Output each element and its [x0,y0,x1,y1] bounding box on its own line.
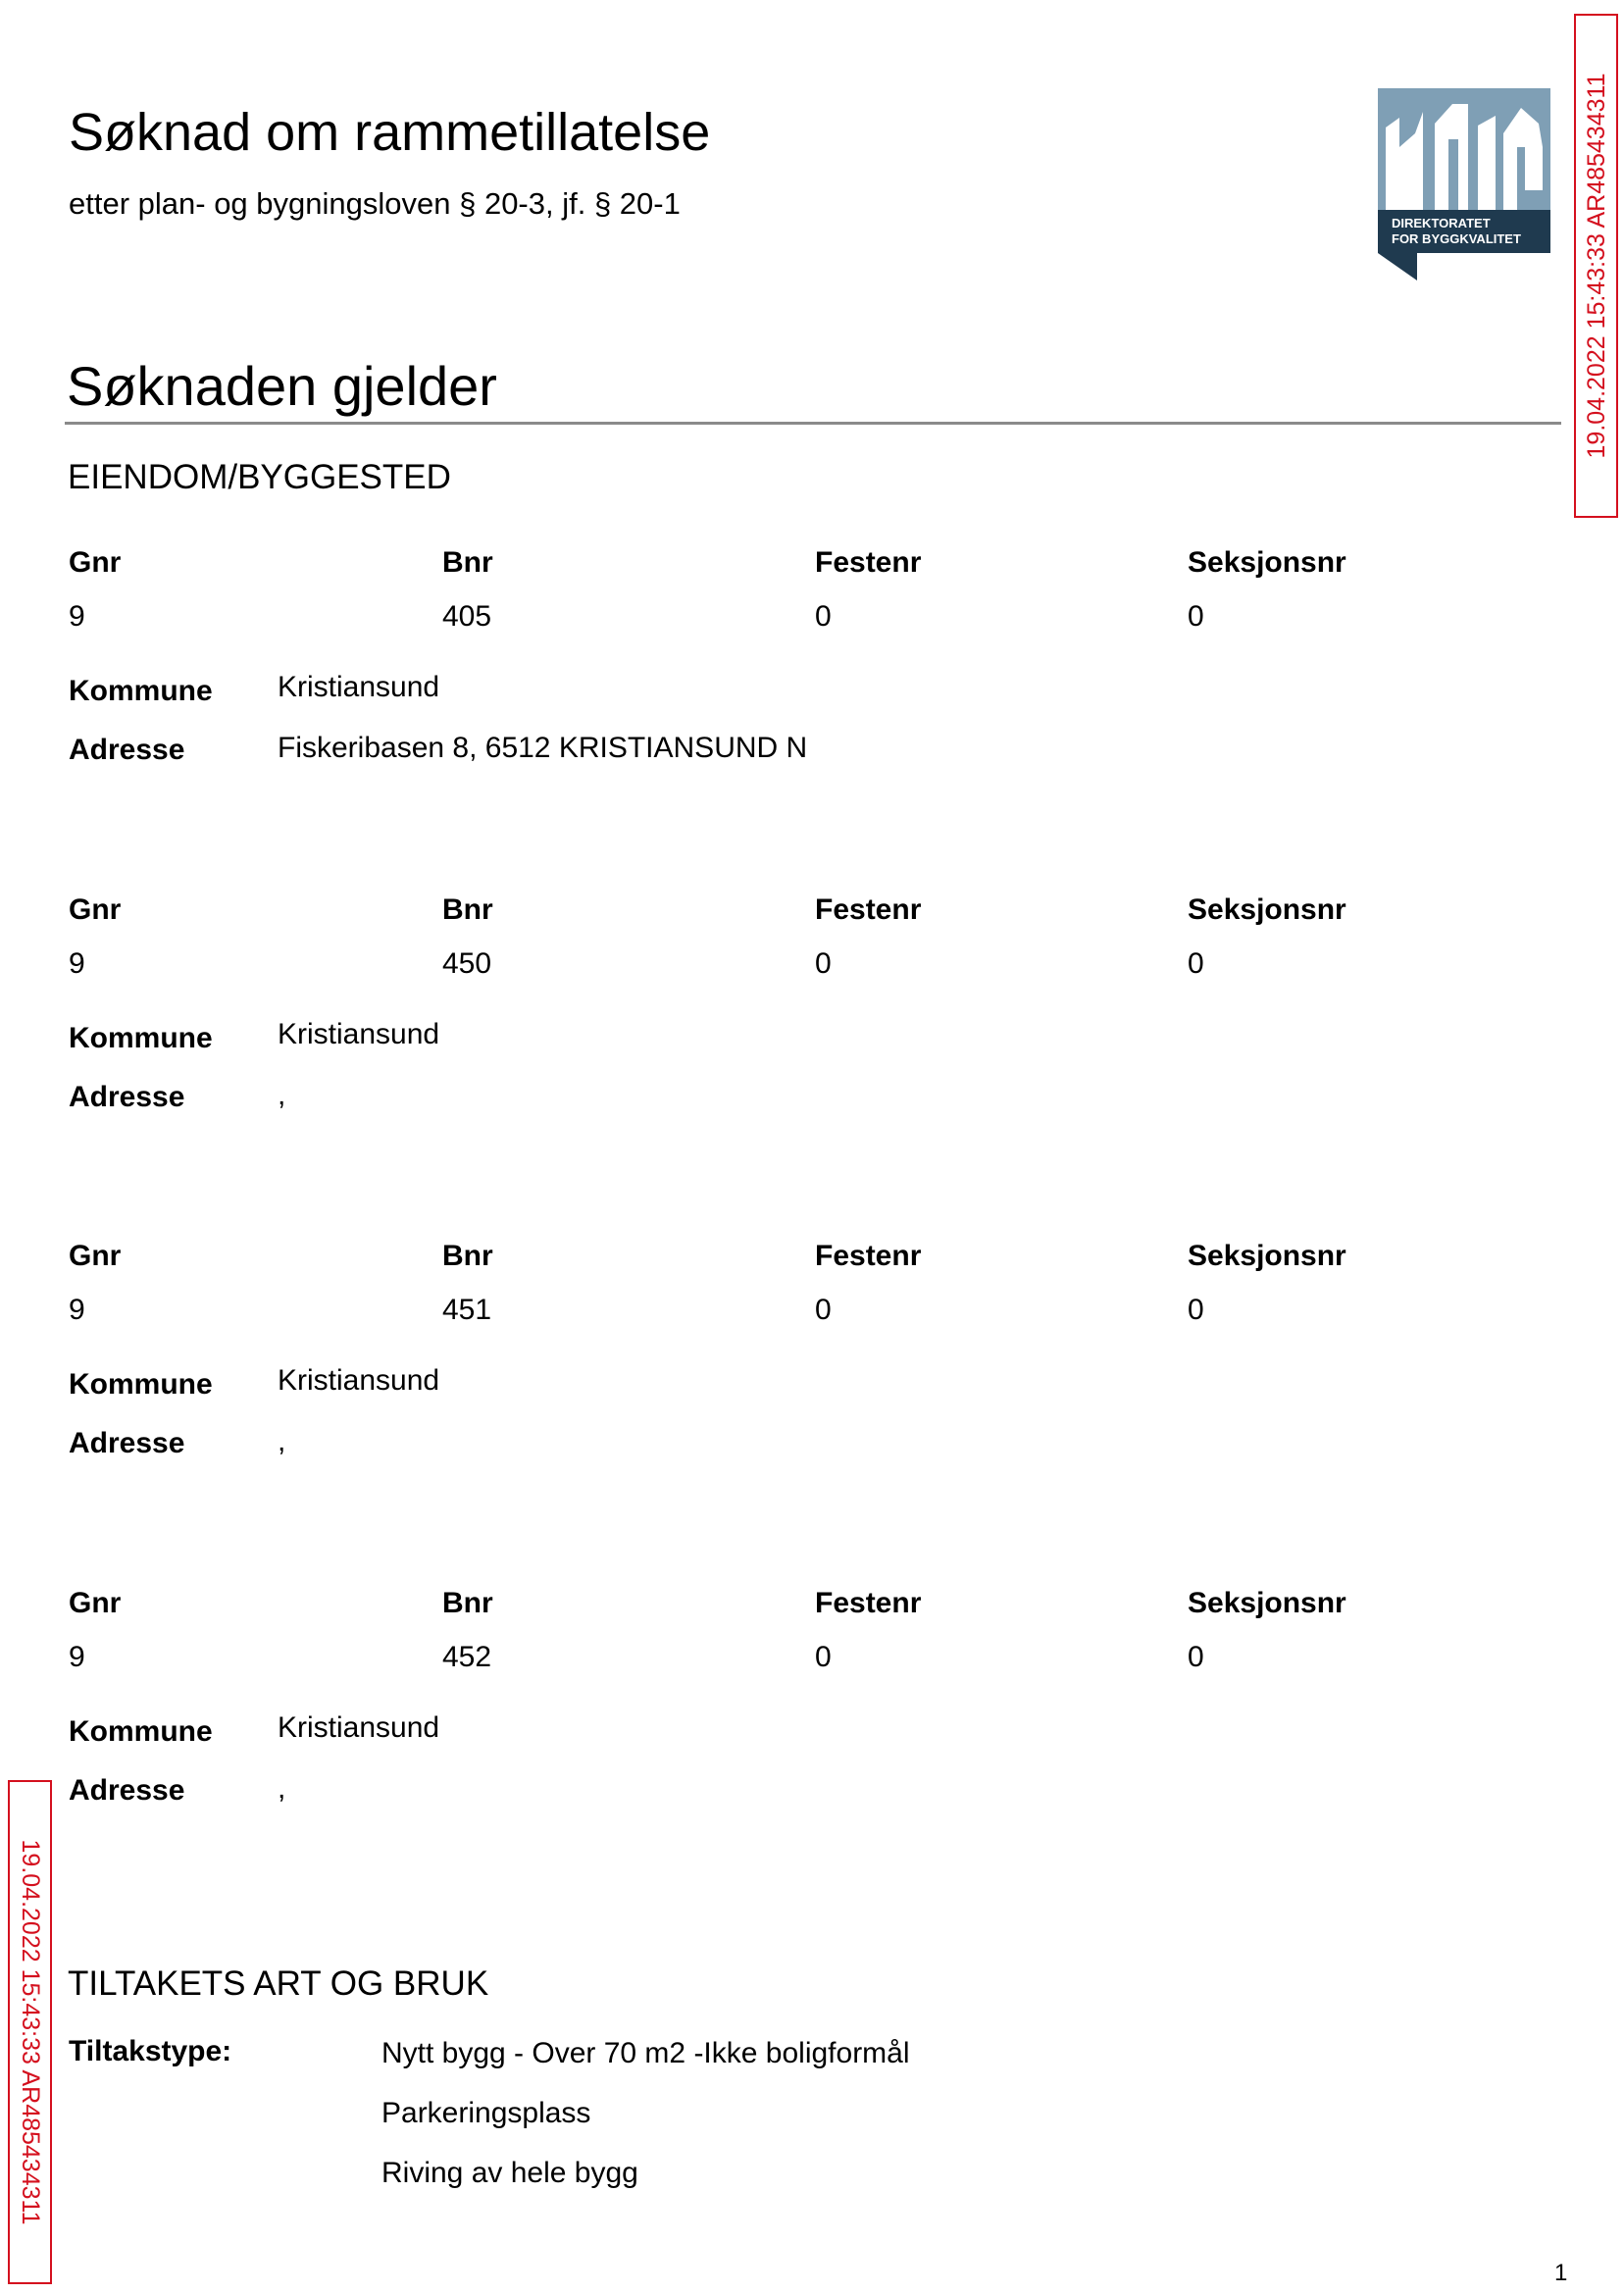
dibk-logo [1378,88,1550,280]
seksjonsnr-label: Seksjonsnr [1188,546,1346,579]
seksjonsnr-value: 0 [1188,947,1204,980]
festenr-label: Festenr [815,1240,922,1272]
logo-tab [1378,253,1417,280]
section-title: Søknaden gjelder [67,355,497,417]
festenr-value: 0 [815,600,832,633]
logo-text-line1: DIREKTORATET [1392,216,1491,230]
kommune-value: Kristiansund [278,1364,440,1397]
kommune-value: Kristiansund [278,1711,440,1744]
property-block [69,892,1540,1147]
adresse-value: , [278,1425,286,1457]
bnr-value: 451 [442,1294,492,1326]
document-subtitle: etter plan- og bygningsloven § 20-3, jf. § 20-1 [69,186,681,221]
gnr-label: Gnr [69,1240,122,1272]
bnr-label: Bnr [442,893,493,926]
seksjonsnr-label: Seksjonsnr [1188,1587,1346,1619]
seksjonsnr-label: Seksjonsnr [1188,893,1346,926]
bnr-label: Bnr [442,1587,493,1619]
seksjonsnr-label: Seksjonsnr [1188,1240,1346,1272]
tiltak-heading: TILTAKETS ART OG BRUK [68,1964,489,2003]
seksjonsnr-value: 0 [1188,1641,1204,1673]
bnr-label: Bnr [442,546,493,579]
tiltakstype-item: Nytt bygg - Over 70 m2 -Ikke boligformål [381,2037,910,2069]
logo-text-line2: FOR BYGGKVALITET [1392,231,1521,246]
festenr-value: 0 [815,1641,832,1673]
dibk-logo-graphic [1378,88,1550,280]
festenr-value: 0 [815,1294,832,1326]
festenr-value: 0 [815,947,832,980]
section-divider [65,422,1561,425]
property-block [69,544,1540,799]
gnr-value: 9 [69,600,85,633]
receipt-stamp-text: 19.04.2022 15:43:33 AR485434311 [16,1839,44,2225]
logo-building-3 [1478,116,1496,210]
festenr-label: Festenr [815,893,922,926]
kommune-label: Kommune [69,1715,213,1748]
kommune-label: Kommune [69,1022,213,1054]
tiltakstype-list [381,2035,910,2215]
tiltakstype-item: Riving av hele bygg [381,2157,638,2189]
kommune-label: Kommune [69,1368,213,1401]
receipt-stamp-text: 19.04.2022 15:43:33 AR485434311 [1582,73,1610,459]
adresse-value: , [278,1772,286,1805]
adresse-label: Adresse [69,1774,185,1807]
festenr-label: Festenr [815,1587,922,1619]
kommune-value: Kristiansund [278,671,440,703]
kommune-value: Kristiansund [278,1018,440,1050]
property-block [69,1238,1540,1493]
kommune-label: Kommune [69,675,213,707]
page-number: 1 [1554,2260,1568,2286]
adresse-label: Adresse [69,1427,185,1459]
eiendom-heading: EIENDOM/BYGGESTED [68,458,451,496]
bnr-label: Bnr [442,1240,493,1272]
bnr-value: 450 [442,947,492,980]
receipt-stamp-bottom-left [8,1780,52,2284]
gnr-value: 9 [69,947,85,980]
seksjonsnr-value: 0 [1188,1294,1204,1326]
adresse-label: Adresse [69,1081,185,1113]
festenr-label: Festenr [815,546,922,579]
adresse-label: Adresse [69,734,185,766]
gnr-value: 9 [69,1641,85,1673]
seksjonsnr-value: 0 [1188,600,1204,633]
adresse-value: Fiskeribasen 8, 6512 KRISTIANSUND N [278,732,808,764]
gnr-label: Gnr [69,546,122,579]
tiltakstype-label: Tiltakstype: [69,2035,232,2067]
bnr-value: 452 [442,1641,492,1673]
document-title: Søknad om rammetillatelse [69,103,711,162]
receipt-stamp-top-right [1574,14,1618,518]
bnr-value: 405 [442,600,492,633]
gnr-label: Gnr [69,1587,122,1619]
tiltakstype-item: Parkeringsplass [381,2097,591,2129]
adresse-value: , [278,1079,286,1111]
property-block [69,1585,1540,1840]
gnr-label: Gnr [69,893,122,926]
gnr-value: 9 [69,1294,85,1326]
